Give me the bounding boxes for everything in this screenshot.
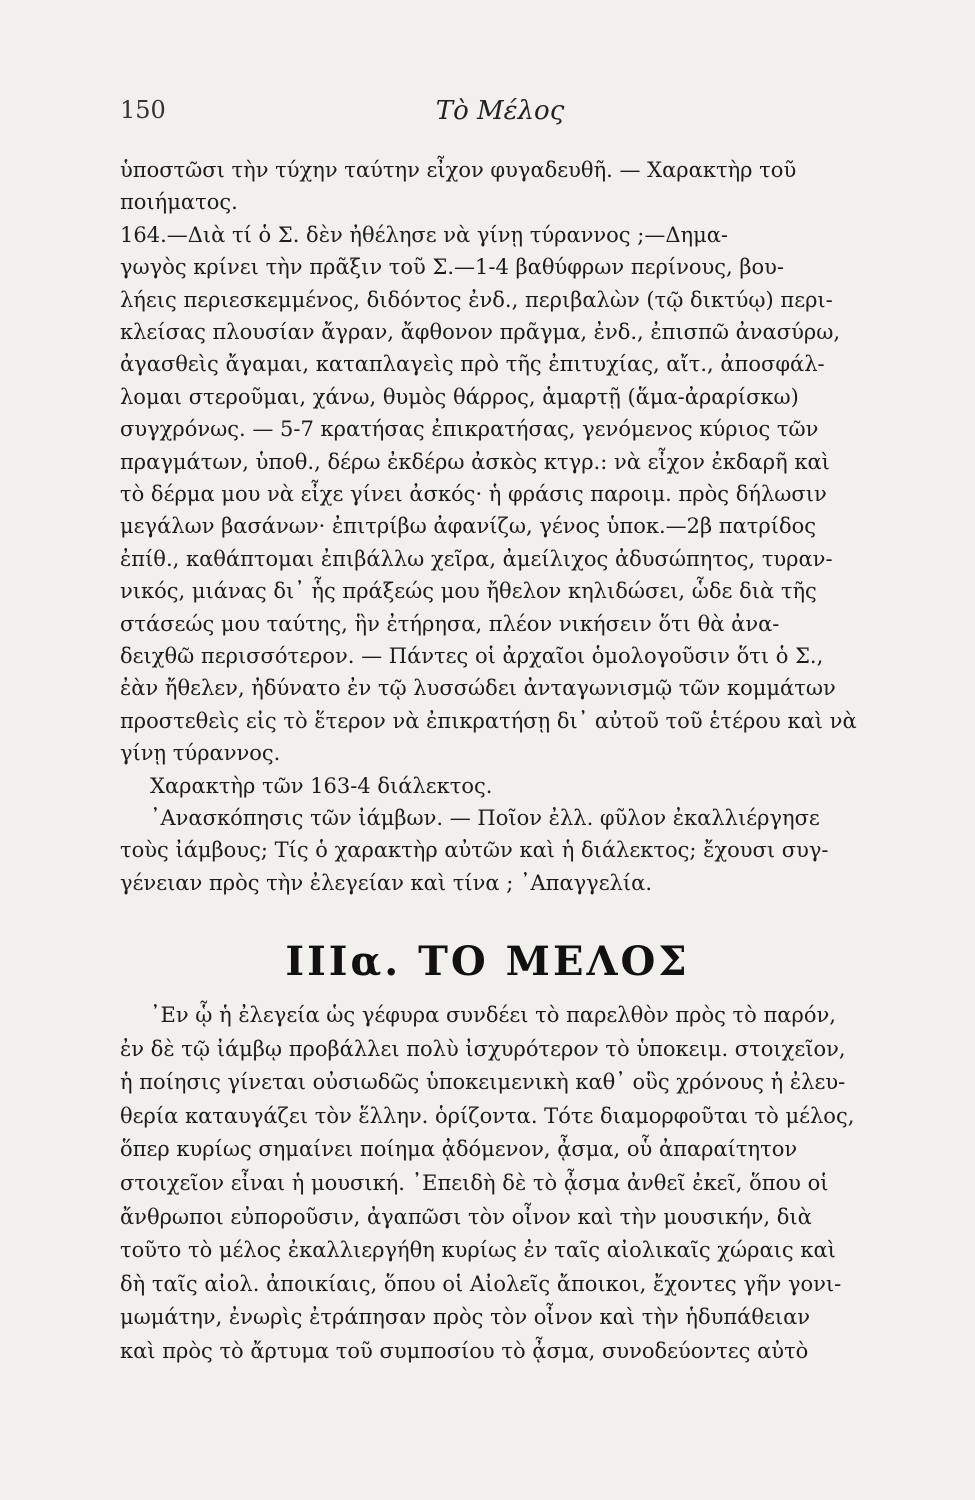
text-line: πραγμάτων, ὑποθ., δέρω ἐκδέρω ἀσκὸς κτγρ.: νὰ εἶχον ἐκδαρῆ καὶ xyxy=(120,449,830,474)
page-header xyxy=(120,92,880,132)
section-heading: ΙΙΙα. ΤΟ ΜΕΛΟΣ xyxy=(285,938,690,985)
text-line: νικός, μιάνας δι᾽ ἧς πράξεώς μου ἤθελον κηλιδώσει, ὧδε διὰ τῆς xyxy=(120,579,817,604)
text-line: τοὺς ἰάμβους; Τίς ὁ χαρακτὴρ αὐτῶν καὶ ἡ διάλεκτος; ἔχουσι συγ- xyxy=(120,838,829,863)
text-line: ᾿Εν ᾧ ἡ ἐλεγεία ὡς γέφυρα συνδέει τὸ παρελθὸν πρὸς τὸ παρόν, xyxy=(150,1003,836,1027)
text-line: δὴ ταῖς αἰολ. ἀποικίαις, ὅπου οἱ Αἰολεῖς ἄποικοι, ἔχοντες γῆν γονι- xyxy=(120,1271,842,1296)
text-line: ᾿Ανασκόπησις τῶν ἰάμβων. — Ποῖον ἐλλ. φῦλον ἐκαλλιέργησε xyxy=(150,806,820,830)
text-line: θερία καταυγάζει τὸν ἕλλην. ὁρίζοντα. Τότε διαμορφοῦται τὸ μέλος, xyxy=(120,1103,855,1128)
text-line: ὅπερ κυρίως σημαίνει ποίημα ᾀδόμενον, ᾆσμα, οὗ ἀπαραίτητον xyxy=(120,1137,798,1162)
text-line: ἡ ποίησις γίνεται οὐσιωδῶς ὑποκειμενικὴ καθ᾽ οὓς χρόνους ἡ ἐλευ- xyxy=(120,1070,846,1095)
text-line: ὑποστῶσι τὴν τύχην ταύτην εἶχον φυγαδευθῆ. — Χαρακτὴρ τοῦ xyxy=(120,158,797,182)
text-line: ἀγασθεὶς ἄγαμαι, καταπλαγεὶς πρὸ τῆς ἐπιτυχίας, αἴτ., ἀποσφάλ- xyxy=(120,352,825,377)
text-line: ἐν δὲ τῷ ἰάμβῳ προβάλλει πολὺ ἰσχυρότερον τὸ ὑποκειμ. στοιχεῖον, xyxy=(120,1036,846,1061)
text-line: μεγάλων βασάνων· ἐπιτρίβω ἀφανίζω, γένος ὑποκ.—2β πατρίδος xyxy=(120,514,817,539)
running-title: Τὸ Μέλος xyxy=(435,96,565,126)
text-line: στοιχεῖον εἶναι ἡ μουσική. ᾿Επειδὴ δὲ τὸ ᾆσμα ἀνθεῖ ἐκεῖ, ὅπου οἱ xyxy=(120,1171,829,1195)
text-line: προστεθεὶς εἰς τὸ ἕτερον νὰ ἐπικρατήσῃ δι᾽ αὐτοῦ τοῦ ἑτέρου καὶ νὰ xyxy=(120,708,857,733)
text-line: ἐπίθ., καθάπτομαι ἐπιβάλλω χεῖρα, ἀμείλιχος ἀδυσώπητος, τυραν- xyxy=(120,546,833,571)
text-line: τοῦτο τὸ μέλος ἐκαλλιεργήθη κυρίως ἐν ταῖς αἰολικαῖς χώραις καὶ xyxy=(120,1238,836,1263)
text-line: Χαρακτὴρ τῶν 163-4 διάλεκτος. xyxy=(150,773,493,798)
text-line: 164.—Διὰ τί ὁ Σ. δὲν ἠθέλησε νὰ γίνῃ τύραννος ;—Δημα- xyxy=(120,222,728,247)
text-line: ἐὰν ἤθελεν, ἠδύνατο ἐν τῷ λυσσώδει ἀνταγωνισμῷ τῶν κομμάτων xyxy=(120,676,836,701)
text-line: καὶ πρὸς τὸ ἄρτυμα τοῦ συμποσίου τὸ ᾆσμα, συνοδεύοντες αὐτὸ xyxy=(120,1339,809,1363)
text-line: κλείσας πλουσίαν ἄγραν, ἄφθονον πρᾶγμα, ἐνδ., ἐπισπῶ ἀνασύρω, xyxy=(120,320,840,344)
text-line: δειχθῶ περισσότερον. — Πάντες οἱ ἀρχαῖοι ὁμολογοῦσιν ὅτι ὁ Σ., xyxy=(120,644,824,668)
text-line: γένειαν πρὸς τὴν ἐλεγείαν καὶ τίνα ; ᾿Απαγγελία. xyxy=(120,870,653,895)
text-line: συγχρόνως. — 5-7 κρατήσας ἐπικρατήσας, γενόμενος κύριος τῶν xyxy=(120,417,819,442)
text-line: μωμάτην, ἐνωρὶς ἐτράπησαν πρὸς τὸν οἶνον καὶ τὴν ἡδυπάθειαν xyxy=(120,1305,811,1330)
text-line: τὸ δέρμα μου νὰ εἶχε γίνει ἀσκός· ἡ φράσις παροιμ. πρὸς δήλωσιν xyxy=(120,482,827,506)
text-line: στάσεώς μου ταύτης, ἣν ἐτήρησα, πλέον νικήσειν ὅτι θὰ ἀνα- xyxy=(120,611,780,636)
text-line: λομαι στεροῦμαι, χάνω, θυμὸς θάρρος, ἁμαρτῇ (ἅμα-ἀραρίσκω) xyxy=(120,384,799,409)
text-line: ἄνθρωποι εὐποροῦσιν, ἀγαπῶσι τὸν οἶνον καὶ τὴν μουσικήν, διὰ xyxy=(120,1204,812,1229)
text-line: ποιήματος. xyxy=(120,190,238,215)
text-line: λήεις περιεσκεμμένος, διδόντος ἐνδ., περιβαλὼν (τῷ δικτύῳ) περι- xyxy=(120,287,833,312)
page-number: 150 xyxy=(120,96,166,124)
text-line: γίνῃ τύραννος. xyxy=(120,741,281,766)
text-line: γωγὸς κρίνει τὴν πρᾶξιν τοῦ Σ.—1-4 βαθύφρων περίνους, βου- xyxy=(120,255,785,280)
